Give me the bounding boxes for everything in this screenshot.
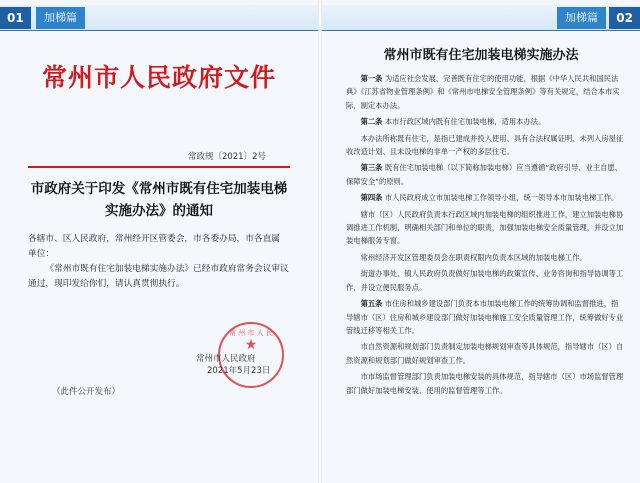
article-text: 为适应社会发展，完善既有住宅的使用功能，根据《中华人民共和国民法典》《江苏省物业管理条例》和《常州市电梯安全管理条例》等有关规定，结合本市实际，制定本办法。 [346, 74, 620, 110]
seal-text: 常 州 市 人 民 [229, 329, 273, 337]
article-text: 本市行政区域内既有住宅加装电梯，适用本办法。 [384, 117, 546, 127]
issue-date: 2021年5月23日 [207, 366, 271, 376]
addressee-line2: 单位： [28, 249, 55, 259]
red-divider-line [28, 166, 290, 168]
article-paragraph [346, 251, 624, 264]
article-label: 第四条 [360, 193, 383, 203]
addressee-line1: 各辖市、区人民政府，常州经开区管委会，市各委办局，市各直属 [28, 234, 280, 244]
article-text: 市住房和城乡建设部门负责本市加装电梯工作的统筹协调和监督推进，指导辖市（区）住房和城乡建设部门做好加装电梯施工安全质量管理工作，统筹做好专业管线迁移等相关工作。 [346, 299, 624, 335]
article-paragraph [346, 161, 624, 188]
page-number: 01 [0, 7, 31, 29]
article-text: 辖市（区）人民政府负责本行政区域内加装电梯的组织推进工作，建立加装电梯协调推进工作机制，明确相关部门和单位的职责，加强加装电梯安全质量管理，并设立加装电梯服务专窗。 [346, 209, 624, 246]
article-text: 市市场监督管理部门负责加装电梯安装的具体规范，指导辖市（区）市场监督管理部门做好加装电梯安装、使用的监督管理等工作。 [346, 372, 624, 395]
article-label: 第一条 [360, 74, 383, 83]
article-paragraph [346, 132, 624, 159]
article-paragraph [346, 208, 624, 248]
right-page-header [322, 0, 640, 36]
article-paragraph [346, 340, 624, 367]
article-label: 第五条 [360, 299, 383, 309]
seal-star-icon: ★ [244, 337, 258, 353]
notice-title [28, 178, 290, 222]
section-tag: 加梯篇 [36, 7, 85, 29]
article-text: 市自然资源和规划部门负责制定加装电梯规划审查等具体规范，指导辖市（区）自然资源和规划部门做好规划审查工作。 [346, 342, 624, 365]
measures-title: 常州市既有住宅加装电梯实施办法 [383, 48, 579, 63]
notice-title-line1: 市政府关于印发《常州市既有住宅加装电梯 [30, 181, 288, 197]
document-number: 常政规〔2021〕2号 [187, 152, 266, 162]
article-label: 第二条 [360, 117, 383, 127]
article-paragraph [346, 297, 624, 337]
article-text: 常州经济开发区管理委员会在职责权限内负责本区域的加装电梯工作。 [360, 252, 587, 262]
left-page-header [0, 0, 318, 36]
section-tag: 加梯篇 [557, 7, 606, 29]
article-text: 街道办事处、镇人民政府负责做好加装电梯的政策宣传、业务咨询和指导协调等工作，并设立便民服务点。 [346, 269, 624, 292]
article-paragraph [346, 115, 624, 128]
issuer-name: 常州市人民政府 [196, 354, 256, 364]
red-header-title: 常州市人民政府文件 [41, 63, 276, 92]
notice-text: 《常州市既有住宅加装电梯实施办法》已经市政府常务会议审议通过，现印发给你们，请认真贯彻执行。 [28, 264, 289, 289]
article-paragraph [346, 72, 624, 112]
article-text: 本办法所称既有住宅，是指已建成并投入使用、具有合法权属证明、未列入房屋征收改造计划、且未设电梯的非单一产权的多层住宅。 [346, 133, 624, 157]
article-paragraph [346, 267, 624, 294]
left-page [0, 0, 318, 483]
page-number: 02 [609, 7, 640, 29]
right-page [322, 0, 640, 483]
public-note: （此件公开发布） [52, 387, 121, 397]
article-text: 既有住宅加装电梯（以下简称加装电梯）应当遵循“政府引导、业主自愿、保障安全”的原则。 [346, 163, 623, 186]
measures-body [346, 72, 624, 400]
notice-title-line2: 实施办法》的通知 [105, 203, 213, 219]
notice-body [28, 232, 290, 292]
article-text: 市人民政府成立市加装电梯工作领导小组，统一领导本市加装电梯工作。 [384, 193, 619, 203]
article-label: 第三条 [360, 163, 383, 173]
article-paragraph [346, 191, 624, 204]
article-paragraph [346, 370, 624, 397]
